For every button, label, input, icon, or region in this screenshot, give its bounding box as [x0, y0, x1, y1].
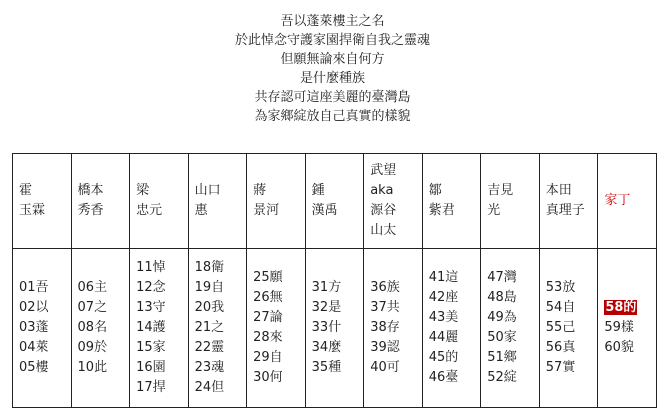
entries-cell — [130, 249, 189, 408]
entry-text: 13守 — [136, 300, 166, 315]
person-name-line: 武望 — [370, 163, 397, 178]
entry-text: 47灣 — [487, 270, 517, 285]
entry-text: 25願 — [253, 270, 283, 285]
entry-line — [253, 268, 299, 288]
entry-line — [487, 368, 533, 388]
entries-row — [13, 249, 657, 408]
entry-text: 33什 — [311, 320, 342, 335]
entry-line — [195, 358, 241, 378]
entry-text: 27論 — [253, 310, 283, 325]
entry-text: 35種 — [311, 360, 342, 375]
entry-line — [604, 338, 650, 358]
entry-text: 12念 — [136, 280, 166, 295]
entries-cell — [364, 249, 423, 408]
entry-line — [136, 278, 182, 298]
entry-line — [195, 278, 241, 298]
entry-text: 20我 — [194, 300, 225, 315]
person-name-line: 橋本 — [77, 183, 104, 198]
name-cell — [364, 154, 423, 249]
person-name-line: 蔣 — [253, 183, 267, 198]
poem-line: 是什麼種族 — [299, 71, 365, 86]
entry-line — [78, 358, 124, 378]
entry-text: 52綻 — [487, 370, 517, 385]
entry-text: 28來 — [253, 330, 283, 345]
entry-text: 32是 — [311, 300, 342, 315]
assignment-table — [12, 153, 657, 408]
name-cell — [422, 154, 481, 249]
entry-line — [253, 308, 299, 328]
entry-text: 26無 — [253, 290, 283, 305]
entry-line — [429, 368, 475, 388]
entries-cell — [71, 249, 130, 408]
entry-text: 40可 — [370, 360, 400, 375]
person-name-line: 紫君 — [428, 203, 455, 218]
entry-text: 56真 — [545, 340, 576, 355]
name-cell — [13, 154, 72, 249]
entry-line — [487, 288, 533, 308]
entry-text: 38存 — [370, 320, 400, 335]
entry-text: 54自 — [545, 300, 576, 315]
entry-line — [253, 368, 299, 388]
entry-line — [487, 348, 533, 368]
person-name-line: aka — [370, 183, 394, 198]
poem-block — [0, 12, 665, 126]
entry-text: 53放 — [545, 280, 576, 295]
entry-line — [487, 328, 533, 348]
person-name-line: 山口 — [194, 183, 221, 198]
entry-line — [19, 358, 65, 378]
entry-text: 14護 — [136, 320, 166, 335]
entry-text: 16園 — [136, 360, 166, 375]
entry-text: 41這 — [428, 270, 459, 285]
entry-line — [253, 348, 299, 368]
entry-line — [136, 298, 182, 318]
entry-line — [312, 358, 358, 378]
entries-cell — [539, 249, 598, 408]
person-name-line: 光 — [487, 203, 501, 218]
entry-text: 24但 — [194, 380, 225, 395]
entry-line — [429, 348, 475, 368]
entry-text: 09於 — [77, 340, 108, 355]
entry-text: 18衛 — [194, 260, 225, 275]
person-name-line: 家丁 — [604, 193, 631, 208]
entry-text: 48島 — [487, 290, 517, 305]
entry-text: 59樣 — [604, 320, 634, 335]
entry-line — [195, 298, 241, 318]
entry-line — [604, 298, 650, 318]
person-name-line: 源谷 — [370, 203, 397, 218]
entries-cell — [598, 249, 657, 408]
entry-text: 55己 — [545, 320, 576, 335]
entry-text: 22靈 — [194, 340, 225, 355]
entry-line — [487, 268, 533, 288]
poem-line: 但願無論來自何方 — [280, 52, 385, 67]
name-cell — [247, 154, 306, 249]
entry-line — [429, 268, 475, 288]
entry-line — [19, 338, 65, 358]
entry-text: 11悼 — [136, 260, 166, 275]
entry-text: 37共 — [370, 300, 400, 315]
name-cell — [539, 154, 598, 249]
entry-text: 01吾 — [19, 280, 49, 295]
entry-line — [546, 278, 592, 298]
entry-text: 50家 — [487, 330, 517, 345]
entry-text: 10此 — [77, 360, 108, 375]
entries-cell — [422, 249, 481, 408]
poem-line: 吾以蓬萊樓主之名 — [280, 14, 385, 29]
name-cell — [130, 154, 189, 249]
entry-text: 49為 — [487, 310, 517, 325]
entry-text: 08名 — [77, 320, 108, 335]
person-name-line: 真理子 — [545, 203, 585, 218]
entry-line — [253, 288, 299, 308]
entry-line — [136, 378, 182, 398]
entry-line — [429, 288, 475, 308]
entry-line — [546, 318, 592, 338]
entries-cell — [188, 249, 247, 408]
entry-line — [312, 318, 358, 338]
entry-line — [604, 318, 650, 338]
entry-text: 46臺 — [428, 370, 459, 385]
person-name-line: 鄒 — [428, 183, 442, 198]
name-cell — [188, 154, 247, 249]
entry-line — [370, 338, 416, 358]
entry-line — [136, 358, 182, 378]
entry-line — [78, 278, 124, 298]
entry-line — [487, 308, 533, 328]
person-name-line: 吉見 — [487, 183, 514, 198]
entry-line — [195, 318, 241, 338]
person-name-line: 梁 — [136, 183, 150, 198]
entry-line — [429, 328, 475, 348]
entry-text: 07之 — [77, 300, 108, 315]
entry-text: 04萊 — [19, 340, 49, 355]
person-name-line: 本田 — [545, 183, 572, 198]
person-name-line: 惠 — [194, 203, 208, 218]
entry-line — [19, 278, 65, 298]
name-cell — [598, 154, 657, 249]
person-name-line: 山太 — [370, 223, 397, 238]
entry-line — [429, 308, 475, 328]
entries-cell — [13, 249, 72, 408]
entry-text: 19自 — [194, 280, 225, 295]
name-cell — [305, 154, 364, 249]
poem-line: 共存認可這座美麗的臺灣島 — [254, 90, 411, 105]
name-row — [13, 154, 657, 249]
poem-line: 為家鄉綻放自己真實的樣貌 — [254, 109, 411, 124]
entry-line — [546, 298, 592, 318]
entry-text: 02以 — [19, 300, 49, 315]
entry-text: 23魂 — [194, 360, 225, 375]
entry-text: 43美 — [428, 310, 459, 325]
entry-line — [370, 318, 416, 338]
entries-cell — [247, 249, 306, 408]
entry-text: 34麼 — [311, 340, 342, 355]
entry-line — [195, 258, 241, 278]
entry-line — [78, 338, 124, 358]
entries-cell — [305, 249, 364, 408]
poem-line: 於此悼念守護家園捍衛自我之靈魂 — [234, 33, 430, 48]
entry-line — [195, 378, 241, 398]
person-name-line: 秀香 — [77, 203, 104, 218]
entry-line — [312, 298, 358, 318]
entry-line — [546, 358, 592, 378]
entry-text: 05樓 — [19, 360, 49, 375]
person-name-line: 鍾 — [311, 183, 325, 198]
person-name-line: 景河 — [253, 203, 280, 218]
name-cell — [481, 154, 540, 249]
entry-text: 51鄉 — [487, 350, 517, 365]
entry-line — [78, 318, 124, 338]
entry-line — [370, 358, 416, 378]
entry-line — [195, 338, 241, 358]
entry-text: 30何 — [253, 370, 283, 385]
entry-line — [370, 298, 416, 318]
entry-text: 60貌 — [604, 340, 634, 355]
entry-text: 17捍 — [136, 380, 166, 395]
name-cell — [71, 154, 130, 249]
entry-text: 29自 — [253, 350, 283, 365]
entry-line — [312, 278, 358, 298]
entry-line — [253, 328, 299, 348]
entry-line — [136, 258, 182, 278]
entry-text: 31方 — [311, 280, 342, 295]
entry-line — [136, 318, 182, 338]
person-name-line: 霍 — [19, 183, 33, 198]
entry-text: 58的 — [605, 300, 637, 315]
person-name-line: 忠元 — [136, 203, 163, 218]
entry-line — [136, 338, 182, 358]
entry-line — [546, 338, 592, 358]
entry-text: 21之 — [194, 320, 225, 335]
entry-text: 44麗 — [428, 330, 459, 345]
entry-line — [19, 318, 65, 338]
entry-text: 36族 — [370, 280, 400, 295]
entry-line — [78, 298, 124, 318]
entry-text: 03蓬 — [19, 320, 49, 335]
entry-text: 45的 — [428, 350, 459, 365]
entry-line — [19, 298, 65, 318]
entry-text: 15家 — [136, 340, 166, 355]
person-name-line: 玉霖 — [19, 203, 46, 218]
person-name-line: 漢禹 — [311, 203, 338, 218]
entry-line — [370, 278, 416, 298]
entry-text: 06主 — [77, 280, 108, 295]
entries-cell — [481, 249, 540, 408]
entry-text: 42座 — [428, 290, 459, 305]
entry-line — [312, 338, 358, 358]
entry-text: 39認 — [370, 340, 400, 355]
entry-text: 57實 — [545, 360, 576, 375]
